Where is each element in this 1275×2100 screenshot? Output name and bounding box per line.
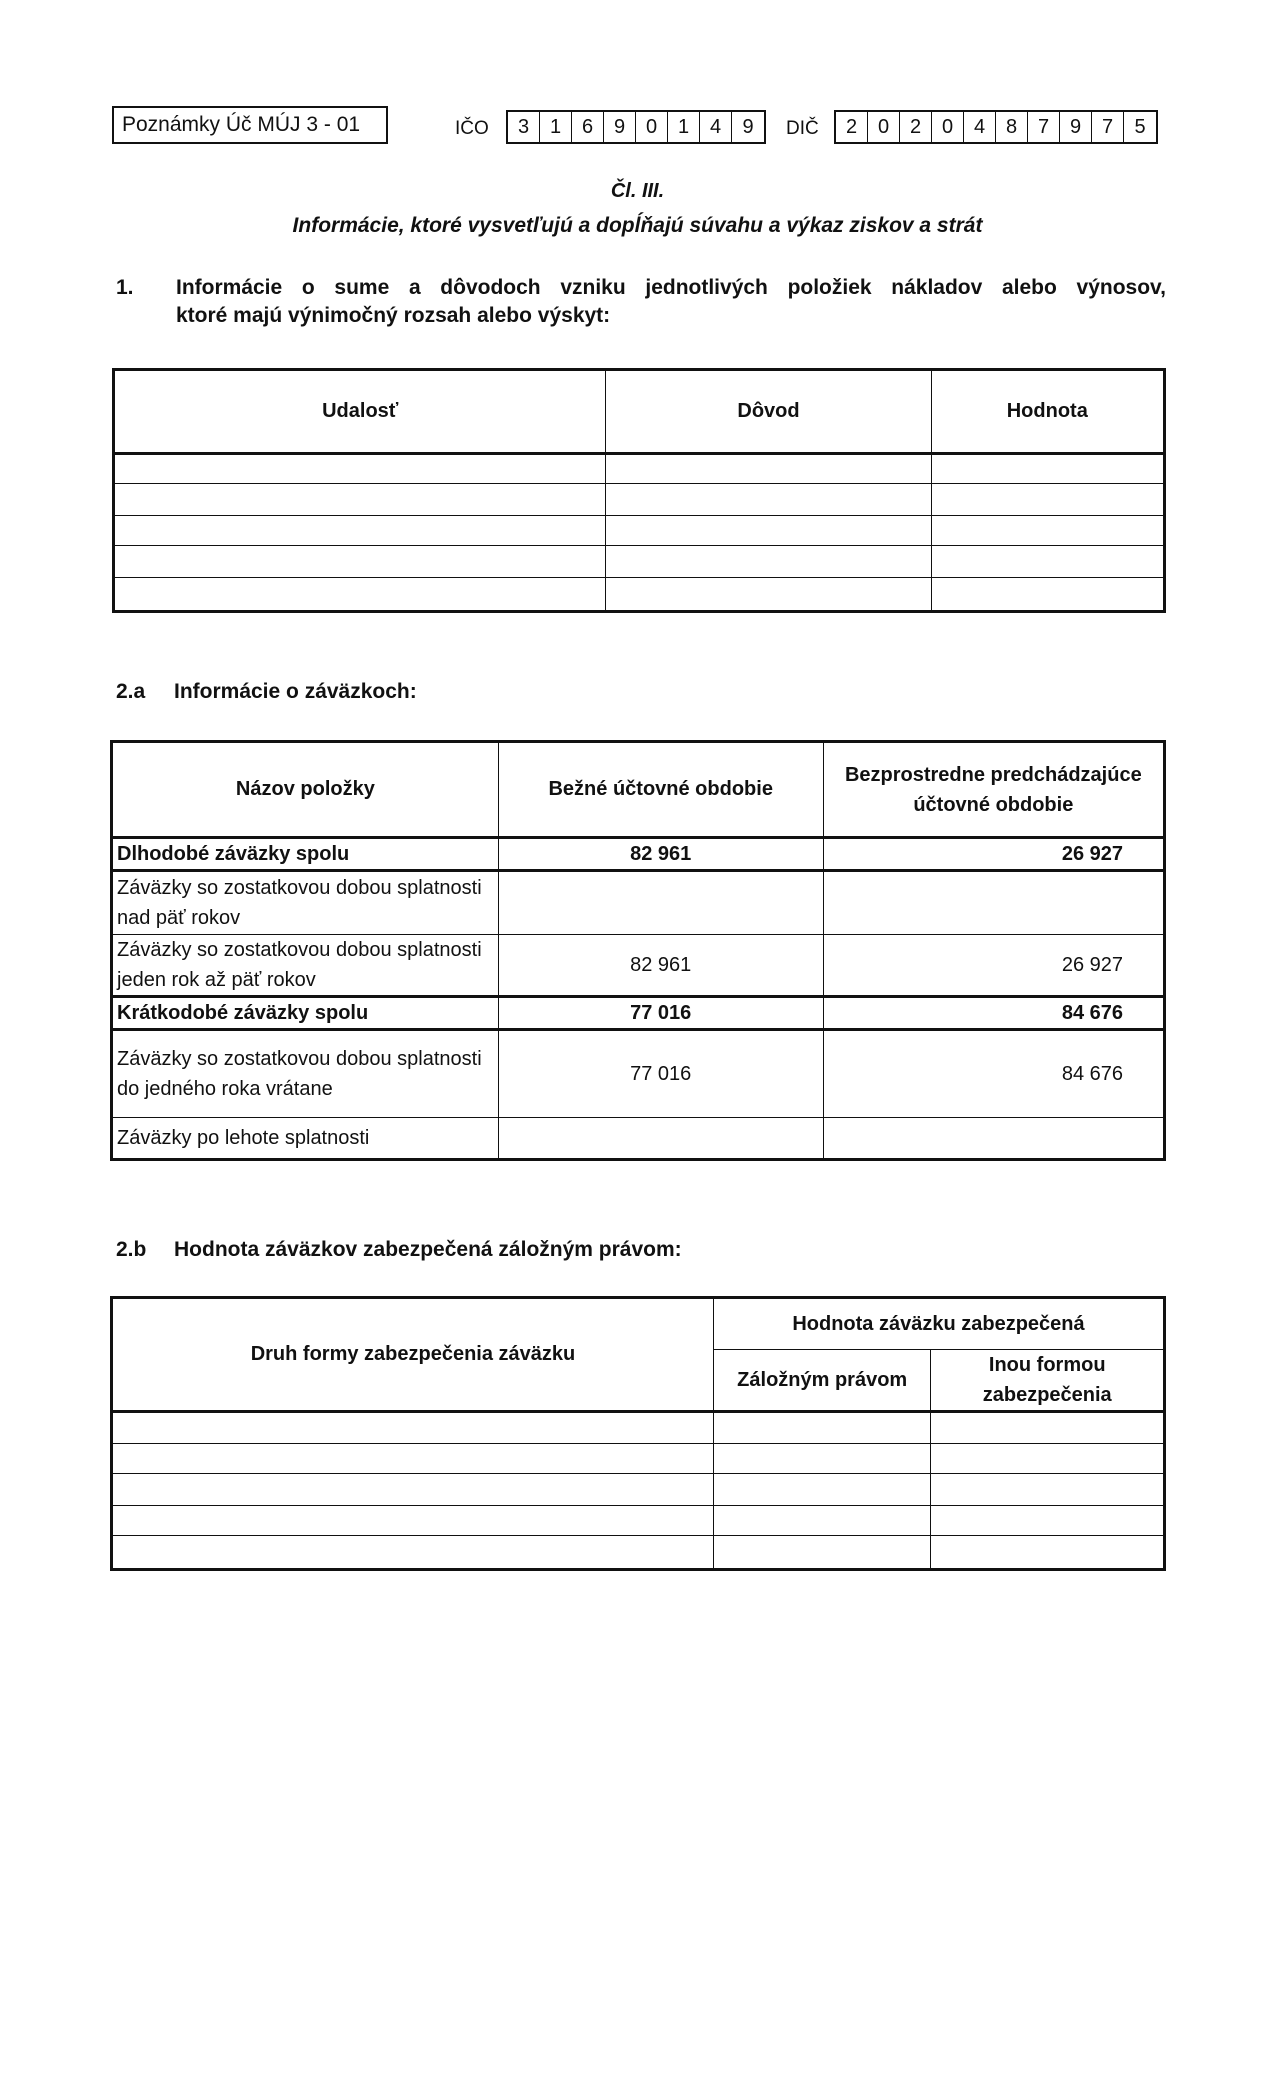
column-header-security-type: Druh formy zabezpečenia záväzku bbox=[112, 1298, 714, 1412]
section-2b-heading: Hodnota záväzkov zabezpečená záložným právom: bbox=[174, 1238, 682, 1261]
row-current-value bbox=[498, 871, 823, 935]
dic-label: DIČ bbox=[786, 118, 819, 139]
article-number: Čl. III. bbox=[610, 180, 665, 202]
section-2b-number: 2.b bbox=[116, 1238, 147, 1261]
table-row bbox=[114, 454, 1165, 484]
row-current-value: 77 016 bbox=[498, 997, 823, 1030]
row-current-value: 77 016 bbox=[498, 1030, 823, 1118]
ico-digit: 1 bbox=[668, 112, 700, 142]
row-label: Záväzky so zostatkovou dobou splatnosti jeden rok až päť rokov bbox=[112, 935, 499, 997]
row-current-value bbox=[498, 1118, 823, 1160]
column-header-item-name: Názov položky bbox=[112, 742, 499, 838]
table-row bbox=[112, 838, 1165, 871]
dic-digit: 9 bbox=[1060, 112, 1092, 142]
secured-liabilities-table bbox=[110, 1296, 1166, 1571]
dic-digit: 2 bbox=[900, 112, 932, 142]
ico-digit: 1 bbox=[540, 112, 572, 142]
ico-digit: 9 bbox=[742, 116, 754, 138]
dic-digit: 7 bbox=[1028, 112, 1060, 142]
dic-digit: 0 bbox=[932, 112, 964, 142]
section-2a-heading: Informácie o záväzkoch: bbox=[174, 680, 417, 703]
form-reference-label: Poznámky Úč MÚJ 3 - 01 bbox=[122, 113, 361, 136]
row-label: Dlhodobé záväzky spolu bbox=[112, 838, 499, 871]
table-row bbox=[112, 871, 1165, 935]
table-row bbox=[112, 935, 1165, 997]
dic-digit: 5 bbox=[1134, 116, 1146, 138]
row-previous-value bbox=[823, 1118, 1164, 1160]
dic-digit: 2 bbox=[836, 112, 868, 142]
table-row bbox=[112, 1506, 1165, 1536]
table-row bbox=[112, 1444, 1165, 1474]
ico-digit: 4 bbox=[700, 112, 732, 142]
column-header-pledge: Záložným právom bbox=[713, 1350, 930, 1412]
article-title: Informácie, ktoré vysvetľujú a dopĺňajú súvahu a výkaz ziskov a strát bbox=[292, 214, 983, 237]
ico-digit: 0 bbox=[636, 112, 668, 142]
ico-digit: 9 bbox=[604, 112, 636, 142]
table-row bbox=[114, 484, 1165, 516]
column-header-current-period: Bežné účtovné obdobie bbox=[498, 742, 823, 838]
row-label: Záväzky so zostatkovou dobou splatnosti do jedného roka vrátane bbox=[112, 1030, 499, 1118]
ico-digit: 3 bbox=[508, 112, 540, 142]
row-current-value: 82 961 bbox=[498, 838, 823, 871]
section-2a-number: 2.a bbox=[116, 680, 146, 703]
liabilities-table bbox=[110, 740, 1166, 1161]
ico-label: IČO bbox=[455, 118, 489, 139]
row-previous-value: 84 676 bbox=[823, 997, 1164, 1030]
dic-digit: 8 bbox=[996, 112, 1028, 142]
row-label: Záväzky so zostatkovou dobou splatnosti nad päť rokov bbox=[112, 871, 499, 935]
row-previous-value: 84 676 bbox=[823, 1030, 1164, 1118]
dic-digit: 0 bbox=[868, 112, 900, 142]
table-row bbox=[114, 578, 1165, 612]
dic-digit: 7 bbox=[1092, 112, 1124, 142]
column-header-reason: Dôvod bbox=[606, 370, 931, 454]
section-1-heading-line2: ktoré majú výnimočný rozsah alebo výskyt: bbox=[176, 304, 611, 327]
section-1-heading-line1: Informácie o sume a dôvodoch vzniku jednotlivých položiek nákladov alebo výnosov, bbox=[176, 276, 1166, 299]
table-row bbox=[114, 516, 1165, 546]
table-row bbox=[112, 997, 1165, 1030]
column-header-event: Udalosť bbox=[114, 370, 606, 454]
table-row bbox=[114, 546, 1165, 578]
dic-digit: 4 bbox=[964, 112, 996, 142]
ico-digit: 6 bbox=[572, 112, 604, 142]
table-row bbox=[112, 1118, 1165, 1160]
row-previous-value: 26 927 bbox=[823, 838, 1164, 871]
exceptional-items-table bbox=[112, 368, 1166, 613]
table-row bbox=[112, 1030, 1165, 1118]
ico-digit-boxes bbox=[506, 110, 766, 144]
table-row bbox=[112, 1536, 1165, 1570]
column-header-previous-period: Bezprostredne predchádzajúce účtovné obdobie bbox=[823, 742, 1164, 838]
table-row bbox=[112, 1474, 1165, 1506]
column-header-other-security: Inou formou zabezpečenia bbox=[931, 1350, 1165, 1412]
form-reference-box bbox=[112, 106, 388, 144]
row-label: Záväzky po lehote splatnosti bbox=[112, 1118, 499, 1160]
table-row bbox=[112, 1412, 1165, 1444]
row-previous-value bbox=[823, 871, 1164, 935]
row-current-value: 82 961 bbox=[498, 935, 823, 997]
column-header-secured-value-group: Hodnota záväzku zabezpečená bbox=[713, 1298, 1164, 1350]
dic-digit-boxes bbox=[834, 110, 1158, 144]
row-label: Krátkodobé záväzky spolu bbox=[112, 997, 499, 1030]
section-1-number: 1. bbox=[116, 276, 134, 299]
column-header-value: Hodnota bbox=[931, 370, 1164, 454]
row-previous-value: 26 927 bbox=[823, 935, 1164, 997]
